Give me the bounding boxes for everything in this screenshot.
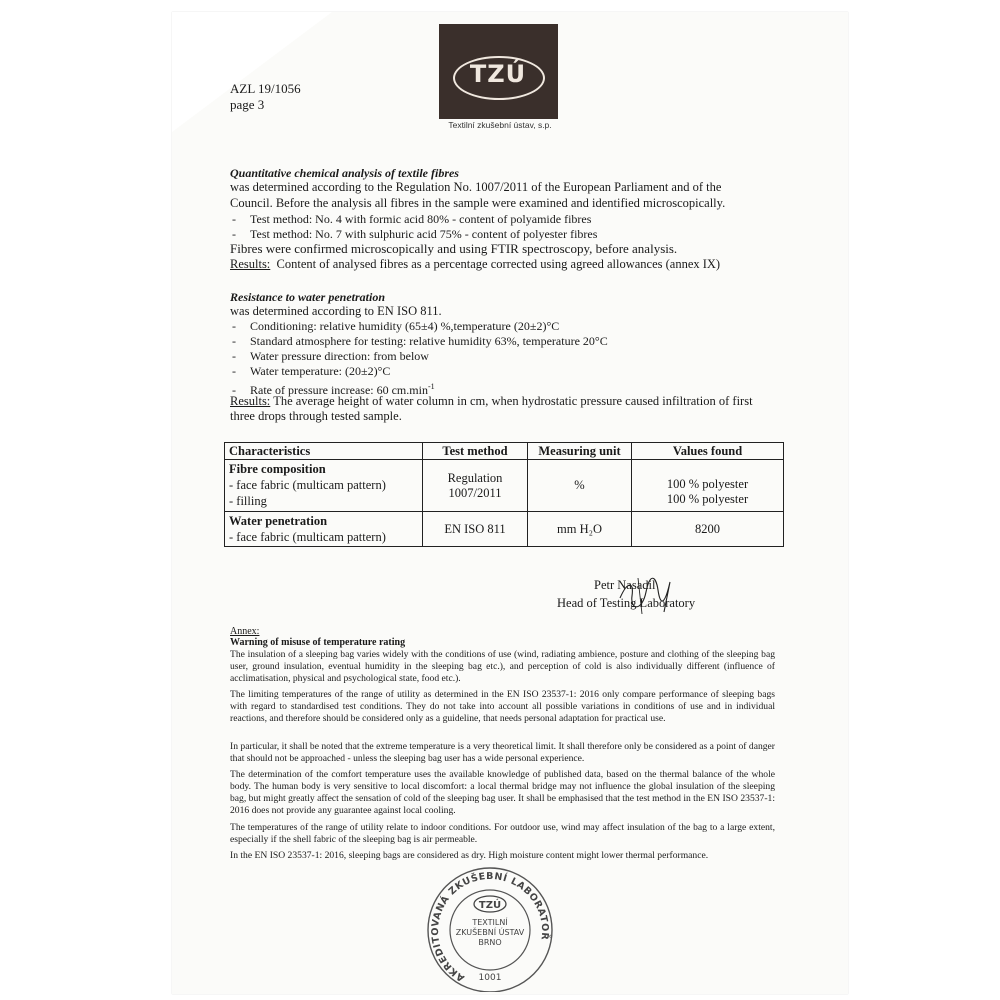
section2-results: Results: The average height of water column in cm, when hydrostatic pressure caused infiltration of first <box>230 394 753 408</box>
document-reference <box>230 81 301 113</box>
section-title-water-penetration: Resistance to water penetration <box>230 290 386 304</box>
section2-results-cont: three drops through tested sample. <box>230 409 402 423</box>
condition-item: - Rate of pressure increase: 60 $cm.\min^{-1}$ <box>232 382 435 397</box>
table-header-row <box>225 443 784 460</box>
table-row <box>225 512 784 547</box>
annex-paragraph: In particular, it shall be noted that the extreme temperature is a very theoretical limit. It shall therefore only be considered as a point of danger that should not be approached - unless the sleeping bag user has a wide personal experience. <box>230 741 775 764</box>
values-cell: 8200 <box>632 512 784 547</box>
logo-text: TZÚ <box>469 60 527 88</box>
condition-item: - Water temperature: (20±2)°C <box>232 364 391 378</box>
section-title-chemical-analysis: Quantitative chemical analysis of textile fibres <box>230 166 459 180</box>
handwritten-signature <box>612 572 682 618</box>
header-measuring-unit: Measuring unit <box>528 443 632 460</box>
section1-line2: Council. Before the analysis all fibres in the sample were examined and identified microscopically. <box>230 196 726 210</box>
annex-paragraph: The insulation of a sleeping bag varies widely with the conditions of use (wind, radiating ambience, posture and clothing of the sleeping bag user, ground insulation, eventual humidity in the sleeping bag etc.), and perception of cold is also individually different (influence of acclimatisation, physical and psychological state, food etc.). <box>230 649 775 684</box>
stamp-line2: ZKUŠEBNÍ ÚSTAV <box>455 928 525 937</box>
values-cell: 100 % polyester 100 % polyester <box>632 460 784 512</box>
section1-line1: was determined according to the Regulation No. 1007/2011 of the European Parliament and of the <box>230 180 722 194</box>
table-row <box>225 460 784 512</box>
condition-item: - Water pressure direction: from below <box>232 349 429 363</box>
fibre-confirmation: Fibres were confirmed microscopically and using FTIR spectroscopy, before analysis. <box>230 241 678 256</box>
condition-item: - Standard atmosphere for testing: relative humidity 63%, temperature 20°C <box>232 334 608 348</box>
accreditation-stamp <box>423 866 557 992</box>
method-item: - Test method: No. 7 with sulphuric acid 75% - content of polyester fibres <box>232 227 598 241</box>
stamp-logo: TZÚ <box>478 900 502 911</box>
stamp-line3: BRNO <box>478 938 502 947</box>
annex-paragraph: The determination of the comfort temperature uses the available knowledge of published data, based on the thermal balance of the whole body. The human body is very sensitive to local discomfort: a local thermal bridge may not influence the global insulation of the sleeping bag, but might greatly affect the sensation of cold of the sleeping bag user. It shall be emphasised that the test method in the EN ISO 23537-1: 2016 does not provide any guarantee against local cooling. <box>230 769 775 816</box>
test-method-cell: EN ISO 811 <box>423 512 528 547</box>
section1-results: Results: Content of analysed fibres as a percentage corrected using agreed allowances (annex IX) <box>230 257 721 271</box>
annex-paragraph: The temperatures of the range of utility relate to indoor conditions. For outdoor use, wind may affect insulation of the bag to a large extent, especially if the shell fabric of the sleeping bag is air permeable. <box>230 822 775 845</box>
annex-paragraph: The limiting temperatures of the range of utility as determined in the EN ISO 23537-1: 2016 only compare performance of sleeping bags with regard to standardised test conditions. They do not take into account all possible variations in conditions of use and in individual reactions, and therefore should be considered only as a guideline, that needs personal adaptation for practical use. <box>230 689 775 724</box>
condition-item: - Conditioning: relative humidity (65±4) %,temperature (20±2)°C <box>232 319 560 333</box>
section2-line1: was determined according to EN ISO 811. <box>230 304 442 318</box>
header-test-method: Test method <box>423 443 528 460</box>
unit-cell: % <box>528 460 632 512</box>
annex-title: Warning of misuse of temperature rating <box>230 637 406 648</box>
reference-number: AZL 19/1056 <box>230 81 301 96</box>
stamp-line1: TEXTILNÍ <box>472 918 508 927</box>
results-table <box>224 442 784 547</box>
folded-corner <box>172 12 332 132</box>
stamp-number: 1001 <box>478 973 502 983</box>
method-item: - Test method: No. 4 with formic acid 80% - content of polyamide fibres <box>232 212 592 226</box>
signatory-role: Head of Testing Laboratory <box>557 596 696 610</box>
logo-caption: Textilní zkušební ústav, s.p. <box>448 120 552 130</box>
header-characteristics: Characteristics <box>225 443 423 460</box>
characteristic-cell: Fibre composition - face fabric (multicam pattern) - filling <box>225 460 423 512</box>
signatory-name: Petr Nasadil <box>594 578 656 592</box>
characteristic-cell: Water penetration - face fabric (multicam pattern) <box>225 512 423 547</box>
annex-paragraph: In the EN ISO 23537-1: 2016, sleeping bags are considered as dry. High moisture content might lower thermal performance. <box>230 850 709 861</box>
page-number: page 3 <box>230 97 265 112</box>
header-values-found: Values found <box>632 443 784 460</box>
annex-label: Annex: <box>230 626 260 637</box>
unit-cell: mm H₂O <box>528 512 632 547</box>
test-method-cell: Regulation 1007/2011 <box>423 460 528 512</box>
stamp-ring-text: AKREDITOVANÁ ZKUŠEBNÍ LABORATOŘ <box>430 870 551 984</box>
